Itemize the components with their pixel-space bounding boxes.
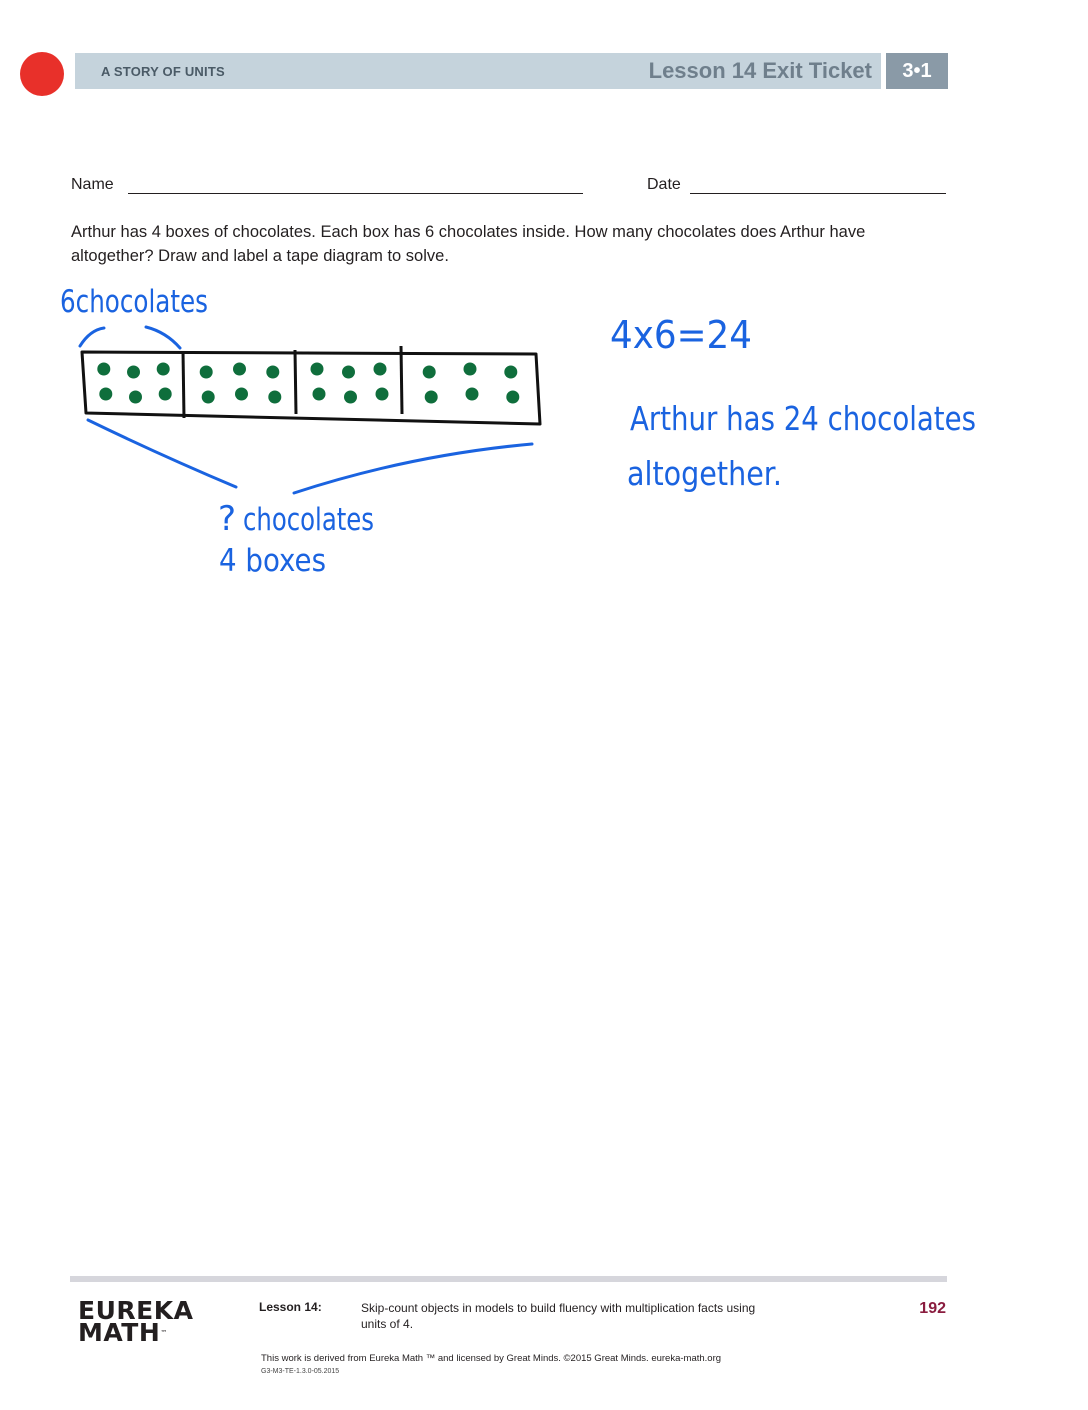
chocolate-dot [376, 388, 389, 401]
equation-text: 4x6=24 [610, 313, 752, 357]
tape-diagram [82, 346, 540, 424]
chocolate-dot [311, 363, 324, 376]
chocolate-dot [129, 391, 142, 404]
bottom-brace [88, 420, 532, 493]
logo-trademark: ™ [160, 1329, 168, 1337]
problem-text: Arthur has 4 boxes of chocolates. Each box has 6 chocolates inside. How many chocolates does Arthur have altogether? Draw and label a tape diagram to solve. [71, 223, 866, 265]
license-text: This work is derived from Eureka Math ™ and licensed by Great Minds. ©2015 Great Minds. eureka-math.org [261, 1353, 722, 1364]
chocolate-dot [344, 391, 357, 404]
chocolate-dot [233, 363, 246, 376]
chocolate-dot [202, 391, 215, 404]
top-label-text: 6chocolates [60, 284, 208, 320]
eureka-math-logo [78, 1296, 194, 1347]
module-badge: 3•1 [886, 53, 948, 89]
chocolate-dot [466, 388, 479, 401]
chocolate-dots [97, 363, 519, 404]
top-brace [80, 327, 180, 348]
page-number: 192 [919, 1300, 946, 1317]
chocolate-dot [127, 366, 140, 379]
question-mark: ? [218, 499, 237, 539]
chocolate-dot [425, 391, 438, 404]
bottom-label-chocolates: chocolates [243, 502, 374, 538]
footer-divider [70, 1276, 947, 1282]
chocolate-dot [464, 363, 477, 376]
chocolate-dot [313, 388, 326, 401]
chocolate-dot [374, 363, 387, 376]
chocolate-dot [159, 388, 172, 401]
answer-line-2: altogether. [627, 454, 782, 493]
chocolate-dot [268, 391, 281, 404]
logo-line-1: EUREKA [78, 1296, 194, 1325]
logo-line-2: MATH [78, 1318, 161, 1347]
chocolate-dot [506, 391, 519, 404]
chocolate-dot [266, 366, 279, 379]
chocolate-dot [99, 388, 112, 401]
bottom-label-boxes: 4 boxes [219, 543, 326, 579]
chocolate-dot [235, 388, 248, 401]
answer-line-1: Arthur has 24 chocolates [630, 399, 976, 438]
chocolate-dot [97, 363, 110, 376]
series-title: A STORY OF UNITS [101, 64, 225, 79]
chocolate-dot [342, 366, 355, 379]
tape-divider-3 [401, 346, 402, 414]
chocolate-dot [504, 366, 517, 379]
chocolate-dot [200, 366, 213, 379]
date-label: Date [647, 176, 681, 193]
name-label: Name [71, 176, 114, 193]
tape-divider-2 [295, 350, 296, 414]
footer-lesson-desc: Skip-count objects in models to build fluency with multiplication facts using units of 4. [361, 1301, 756, 1331]
tape-divider-1 [183, 351, 184, 418]
chocolate-dot [423, 366, 436, 379]
lesson-title: Lesson 14 Exit Ticket [648, 58, 872, 83]
document-code: G3-M3-TE-1.3.0-05.2015 [261, 1368, 340, 1375]
footer-lesson-ref: Lesson 14: [259, 1300, 322, 1314]
chocolate-dot [157, 363, 170, 376]
